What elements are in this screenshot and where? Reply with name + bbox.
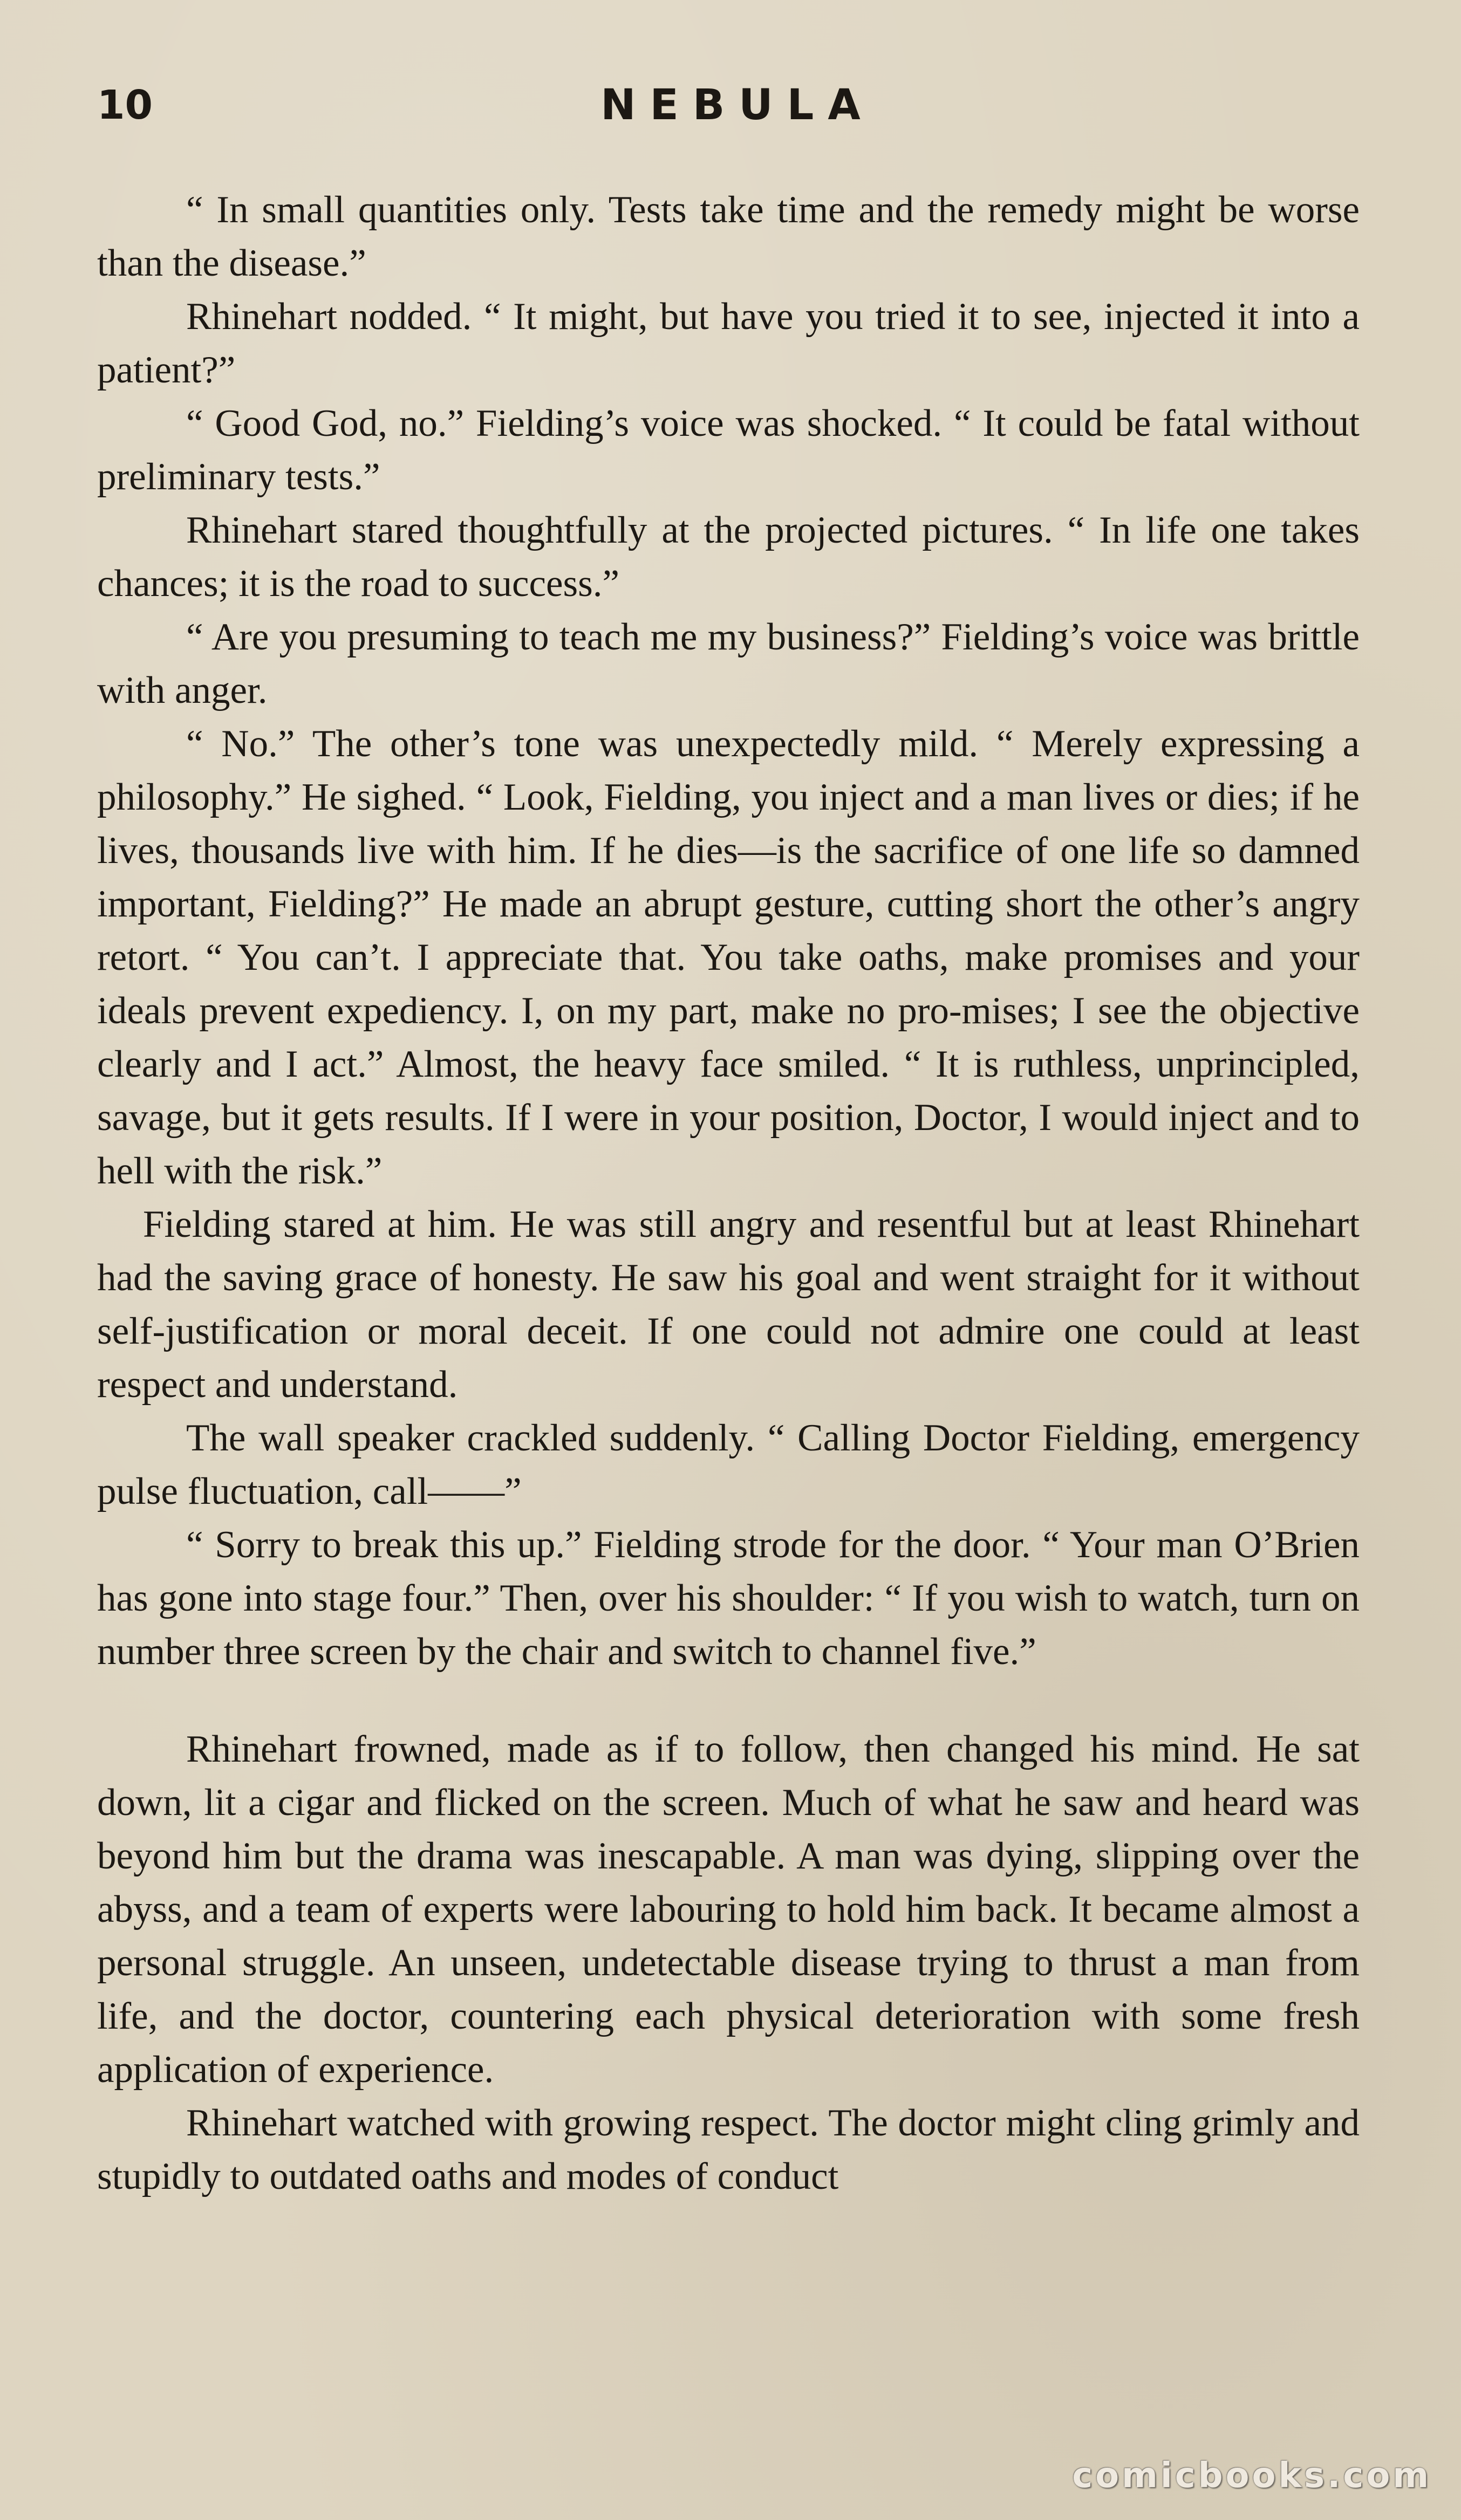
paragraph: The wall speaker crackled suddenly. “ Calling Doctor Fielding, emergency pulse fluctuation, call——” — [97, 1417, 1360, 1512]
paragraph: “ No.” The other’s tone was unexpectedly mild. “ Merely expressing a philosophy.” He sighed. “ Look, Fielding, you inject and a man lives or dies; if he lives, thousands live with him. If he dies—is the sacrifice of one life so damned important, Fielding?” He made an abrupt gesture, cutting short the other’s angry retort. “ You can’t. I appreciate that. You take oaths, make promises and your ideals prevent expediency. I, on my part, make no pro-mises; I see the objective clearly and I act.” Almost, the heavy face smiled. “ It is ruthless, unprincipled, savage, but it gets results. If I were in your position, Doctor, I would inject and to hell with the risk.” — [97, 723, 1360, 1192]
paragraph: “ In small quantities only. Tests take time and the remedy might be worse than the disease.” — [97, 189, 1360, 284]
paragraph: “ Good God, no.” Fielding’s voice was shocked. “ It could be fatal without preliminary tests.” — [97, 402, 1360, 498]
body-text — [97, 183, 1360, 2203]
paragraph: Rhinehart watched with growing respect. The doctor might cling grimly and stupidly to outdated oaths and modes of conduct — [97, 2102, 1360, 2197]
paragraph: Rhinehart stared thoughtfully at the projected pictures. “ In life one takes chances; it is the road to success.” — [97, 509, 1360, 605]
paragraph: “ Sorry to break this up.” Fielding strode for the door. “ Your man O’Brien has gone into stage four.” Then, over his shoulder: “ If you wish to watch, turn on number three screen by the chair and switch to channel five.” — [97, 1524, 1360, 1673]
page-number: 10 — [97, 82, 153, 128]
watermark-text: comicbooks.com — [1072, 2456, 1431, 2496]
section-break — [97, 1679, 1360, 1723]
paragraph: Rhinehart frowned, made as if to follow, then changed his mind. He sat down, lit a cigar and flicked on the screen. Much of what he saw and heard was beyond him but the drama was inescapable. A man was dying, slipping over the abyss, and a team of experts were labouring to hold him back. It became almost a personal struggle. An unseen, undetectable disease trying to thrust a man from life, and the doctor, countering each physical deterioration with some fresh application of experience. — [97, 1728, 1360, 2091]
running-title: NEBULA — [600, 81, 875, 129]
page-header — [97, 76, 1364, 135]
paragraph: “ Are you presuming to teach me my business?” Fielding’s voice was brittle with anger. — [97, 616, 1360, 711]
paragraph: Fielding stared at him. He was still angry and resentful but at least Rhinehart had the saving grace of honesty. He saw his goal and went straight for it without self-justification or moral deceit. If one could not admire one could at least respect and understand. — [97, 1203, 1360, 1406]
paragraph: Rhinehart nodded. “ It might, but have you tried it to see, injected it into a patient?” — [97, 296, 1360, 391]
